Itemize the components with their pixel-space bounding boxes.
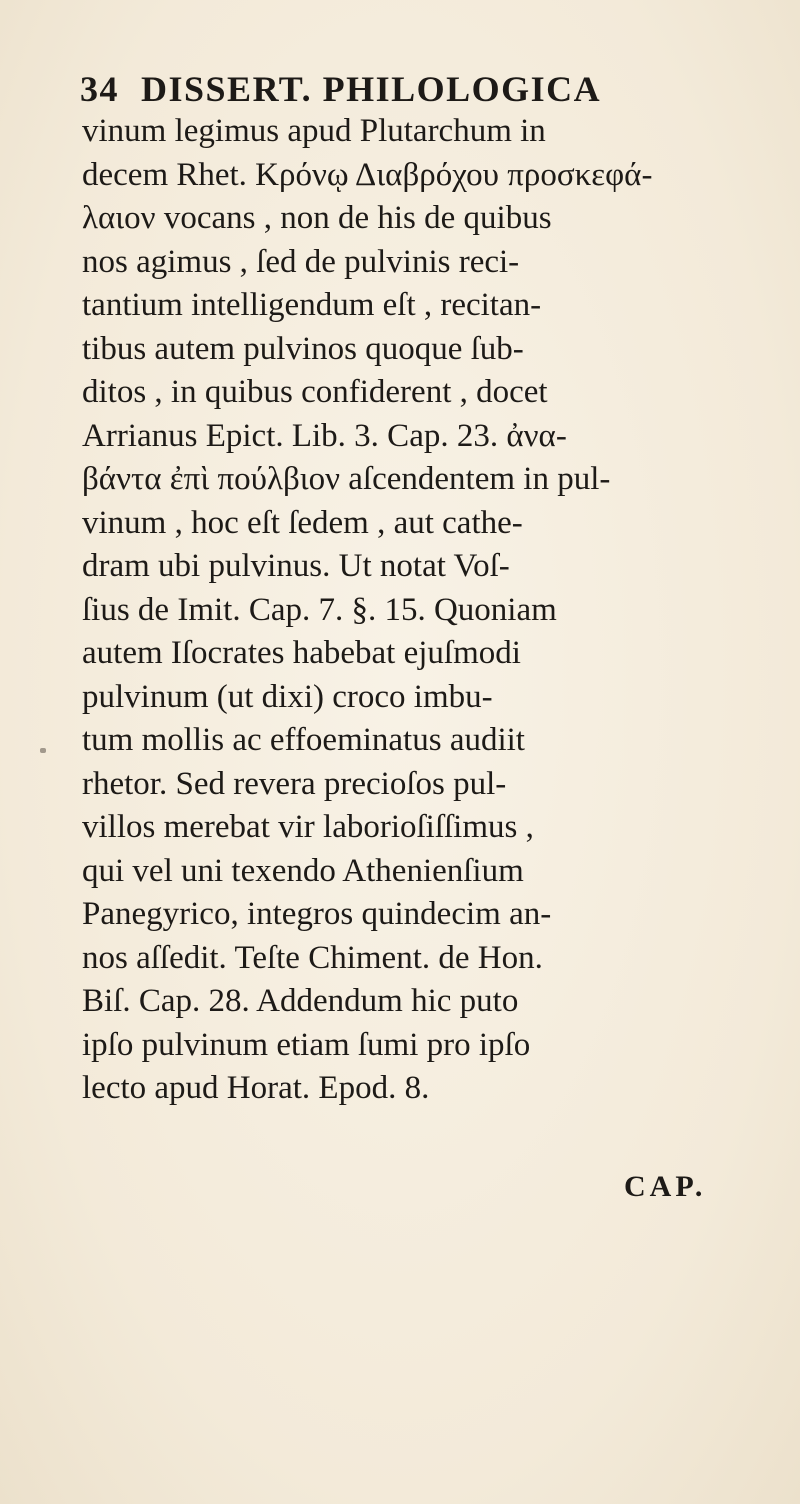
page-number: 34 [80,69,119,109]
text-line: autem Iſocrates habebat ejuſmodi [82,635,521,671]
text-line: vinum legimus apud Plutarchum in [82,113,546,149]
text-line: villos merebat vir laborioſiſſimus , [82,809,534,845]
body-text [82,110,762,1111]
text-line: decem Rhet. Κρόνῳ Διαβρόχου προσκεφά- [82,156,653,193]
catchword: CAP. [624,1170,707,1203]
text-line: ditos , in quibus confiderent , docet [82,374,548,410]
text-line: βάντα ἐπὶ πούλβιον aſcendentem in pul- [82,461,611,497]
ink-speck [40,748,46,753]
text-line: lecto apud Horat. Epod. 8. [82,1070,430,1106]
text-line: pulvinum (ut dixi) croco imbu- [82,678,493,715]
text-line: tum mollis ac effoeminatus audiit [82,722,525,758]
text-line: vinum , hoc eſt ſedem , aut cathe- [82,504,523,541]
running-head [80,68,601,110]
text-line: Biſ. Cap. 28. Addendum hic puto [82,983,519,1019]
text-line: tibus autem pulvinos quoque ſub- [82,330,524,367]
page-title: DISSERT. PHILOLOGICA [141,69,602,109]
text-line: rhetor. Sed revera precioſos pul- [82,765,507,802]
text-line: ipſo pulvinum etiam ſumi pro ipſo [82,1026,531,1063]
text-line: qui vel uni texendo Athenienſium [82,852,524,889]
text-line: nos agimus , ſed de pulvinis reci- [82,243,520,280]
text-line: λαιον vocans , non de his de quibus [82,200,552,236]
text-line: Arrianus Epict. Lib. 3. Cap. 23. ἀνα- [82,417,567,454]
text-line: dram ubi pulvinus. Ut notat Voſ- [82,548,510,584]
text-line: nos aſſedit. Teſte Chiment. de Hon. [82,939,543,976]
text-line: tantium intelligendum eſt , recitan- [82,287,542,323]
text-line: Panegyrico, integros quindecim an- [82,896,552,932]
text-line: ſius de Imit. Cap. 7. §. 15. Quoniam [82,591,557,628]
